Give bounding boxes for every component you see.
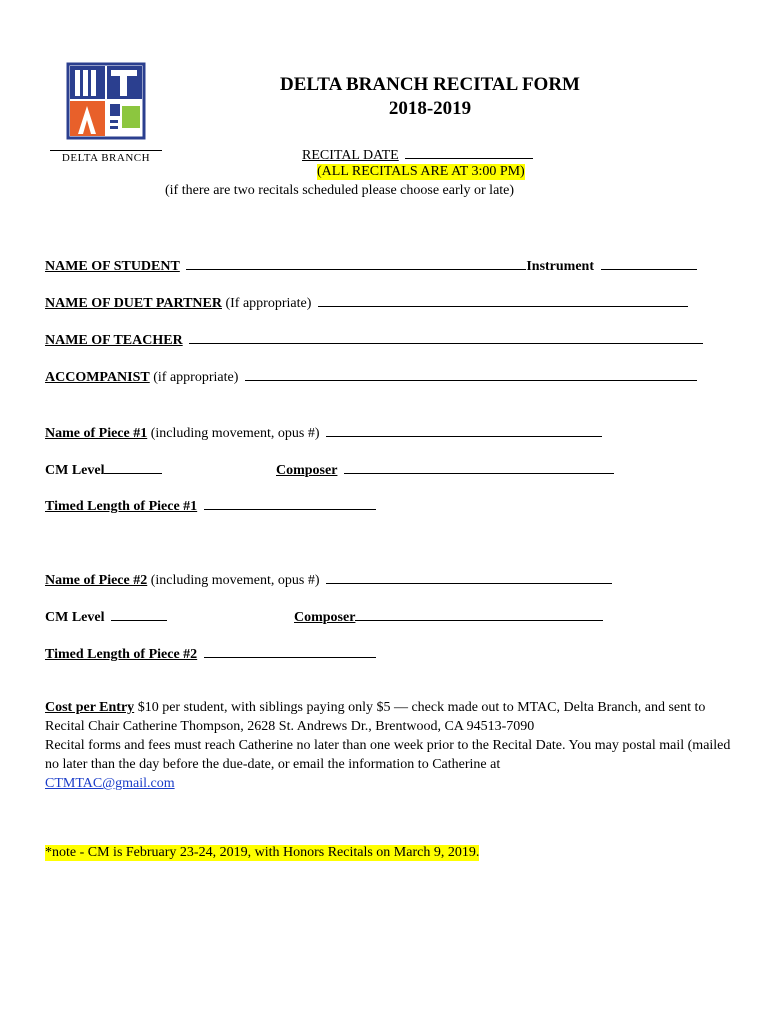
accompanist-note: (if appropriate) [153,370,239,385]
mtac-logo [50,48,162,178]
logo-graphic [50,48,162,148]
teacher-row [45,330,703,349]
piece2-name-field[interactable] [326,570,612,584]
recital-date-row [302,145,533,164]
piece1-timed-label: Timed Length of Piece #1 [45,499,198,514]
piece1-cm-field[interactable] [104,460,162,474]
cm-footnote: *note - CM is February 23-24, 2019, with Honors Recitals on March 9, 2019. [45,845,480,860]
form-year: 2018-2019 [388,98,472,119]
instrument-field[interactable] [601,256,697,270]
cost-label: Cost per Entry [45,700,135,715]
two-recitals-note: (if there are two recitals scheduled please choose early or late) [165,183,515,198]
piece1-composer-field[interactable] [344,460,614,474]
piece2-timed-label: Timed Length of Piece #2 [45,647,198,662]
piece1-timed-row [45,496,376,515]
piece1-timed-field[interactable] [204,496,376,510]
piece2-cm-label: CM Level [45,610,105,625]
student-row [45,256,697,275]
piece2-cm-row [45,607,167,626]
piece2-name-note: (including movement, opus #) [150,573,320,588]
piece1-cm-label: CM Level [45,463,105,478]
piece1-composer-label: Composer [276,463,338,478]
piece2-cm-field[interactable] [111,607,167,621]
cost-text-1: $10 per student, with siblings paying only $5 — check made out to MTAC, Delta Branch, and sent to Recital Chair Catherine Thompson, 2628 St. Andrews Dr., Brentwood, CA 94513-7090 [45,700,706,734]
piece1-name-note: (including movement, opus #) [150,426,320,441]
teacher-label: NAME OF TEACHER [45,333,183,348]
student-name-field[interactable] [186,256,526,270]
piece1-composer-row [276,460,614,479]
accompanist-row [45,367,697,386]
accompanist-field[interactable] [245,367,697,381]
piece1-name-row [45,423,602,442]
piece1-name-field[interactable] [326,423,602,437]
piece1-cm-row [45,460,162,479]
duet-partner-field[interactable] [318,293,688,307]
duet-note: (If appropriate) [225,296,312,311]
recital-date-label: RECITAL DATE [302,148,399,163]
form-title: DELTA BRANCH RECITAL FORM [279,74,580,95]
piece2-timed-row [45,644,376,663]
piece2-composer-field[interactable] [355,607,603,621]
email-link[interactable]: CTMTAC@gmail.com [45,776,175,791]
logo-rule [50,150,162,151]
duet-label: NAME OF DUET PARTNER [45,296,222,311]
teacher-name-field[interactable] [189,330,703,344]
cost-paragraph [45,698,735,793]
all-recitals-note: (ALL RECITALS ARE AT 3:00 PM) [317,164,525,179]
piece2-composer-row [294,607,603,626]
student-label: NAME OF STUDENT [45,259,180,274]
instrument-label: Instrument [526,259,594,274]
duet-row [45,293,688,312]
piece1-name-label: Name of Piece #1 [45,426,148,441]
piece2-composer-label: Composer [294,610,356,625]
accompanist-label: ACCOMPANIST [45,370,150,385]
piece2-name-label: Name of Piece #2 [45,573,148,588]
logo-text: DELTA BRANCH [61,152,151,164]
piece2-timed-field[interactable] [204,644,376,658]
recital-date-field[interactable] [405,145,533,159]
piece2-name-row [45,570,612,589]
cost-text-2: Recital forms and fees must reach Catherine no later than one week prior to the Recital Date. You may postal mail (mailed no later than the day before the due-date, or email the information to Catherine at [45,738,731,772]
